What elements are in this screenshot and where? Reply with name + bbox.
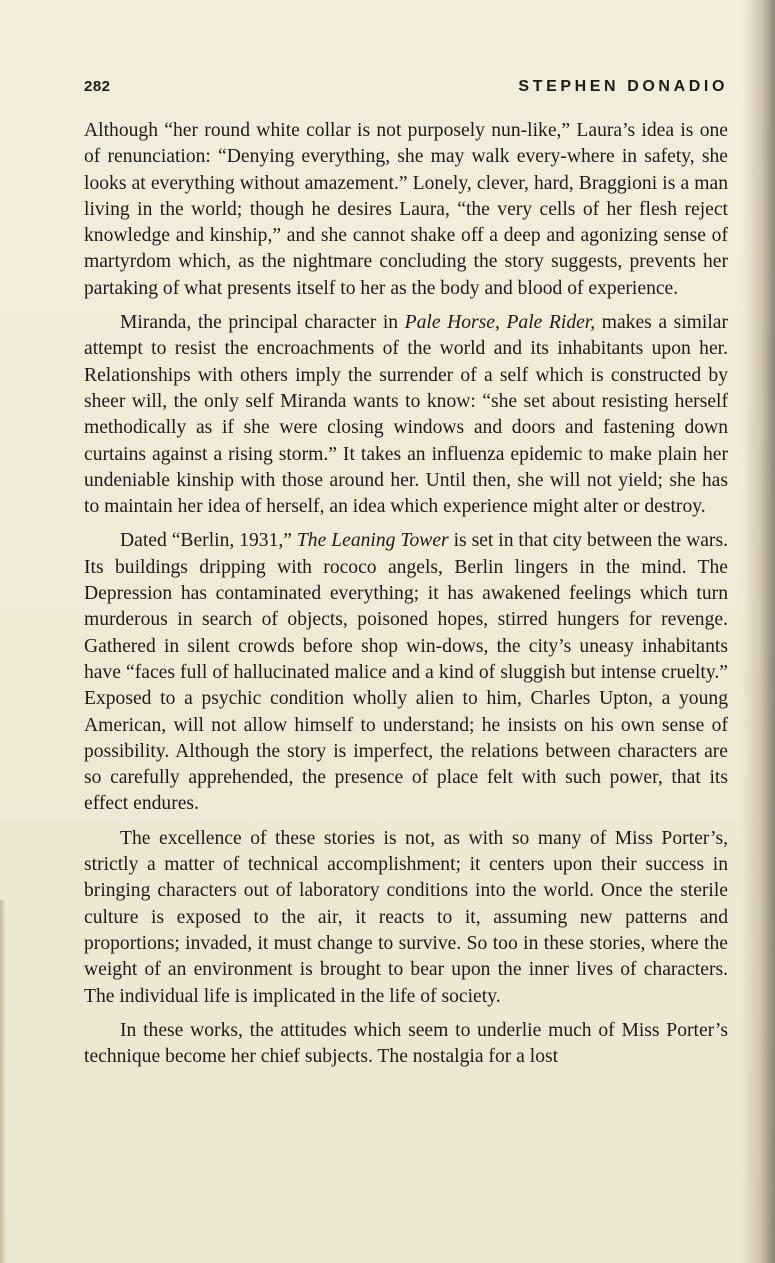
paragraph-1: Although “her round white collar is not purposely nun-like,” Laura’s idea is one of renunciation: “Denying everything, she may walk every-where in safety, she looks at everything without amazement.” Lonely, clever, hard, Braggioni is a man living in the world; though he desires Laura, “the very cells of her flesh reject knowledge and kinship,” and she cannot shake off a deep and agonizing sense of martyrdom which, as the nightmare concluding the story suggests, prevents her partaking of what presents itself to her as the body and blood of experience. (84, 120, 728, 299)
paragraph-2-before: Miranda, the principal character in (120, 312, 405, 334)
paragraph-3-before: Dated “Berlin, 1931,” (120, 530, 297, 552)
paragraph-3-title: The Leaning Tower (296, 530, 449, 552)
paragraph-3 (84, 528, 728, 817)
page-gutter-shadow (0, 900, 6, 1263)
page-header (84, 78, 728, 104)
paragraph-3-after: is set in that city between the wars. Its buildings dripping with rococo angels, Berlin lingers in the mind. The Depression has contaminated everything; it has awakened feelings which turn murderous in search of objects, poisoned hopes, stirred hungers for revenge. Gathered in silent crowds before shop win-dows, the city’s uneasy inhabitants have “faces full of hallucinated malice and a kind of sluggish but intense cruelty.” Exposed to a psychic condition wholly alien to him, Charles Upton, a young American, will not allow himself to understand; he insists on his own sense of possibility. Although the story is imperfect, the relations between characters are so carefully apprehended, the presence of place felt with such power, that its effect endures. (84, 530, 728, 815)
body-text (84, 118, 728, 1078)
paragraph-5: In these works, the attitudes which seem to underlie much of Miss Porter’s technique become her chief subjects. The nostalgia for a lost (84, 1019, 728, 1068)
paragraph-2-title: Pale Horse, Pale Rider, (404, 312, 596, 334)
paragraph-4: The excellence of these stories is not, as with so many of Miss Porter’s, strictly a matter of technical accomplishment; it centers upon their success in bringing characters out of laboratory conditions into the world. Once the sterile culture is exposed to the air, it reacts to it, assuming new patterns and proportions; invaded, it must change to survive. So too in these stories, where the weight of an environment is brought to bear upon the inner lives of characters. The individual life is implicated in the life of society. (84, 827, 728, 1007)
paragraph-2 (84, 310, 728, 520)
paragraph-2-after: makes a similar attempt to resist the encroachments of the world and its inhabitants upon her. Relationships with others imply the surrender of a self which is constructed by sheer will, the only self Miranda wants to know: “she set about resisting herself methodically as if she were closing windows and doors and fastening down curtains against a rising storm.” It takes an influenza epidemic to make plain her undeniable kinship with those around her. Until then, she will not yield; she has to maintain her idea of herself, an idea which experience might alter or destroy. (84, 312, 728, 518)
page-number: 282 (84, 78, 111, 95)
running-head-author: STEPHEN DONADIO (518, 78, 728, 95)
